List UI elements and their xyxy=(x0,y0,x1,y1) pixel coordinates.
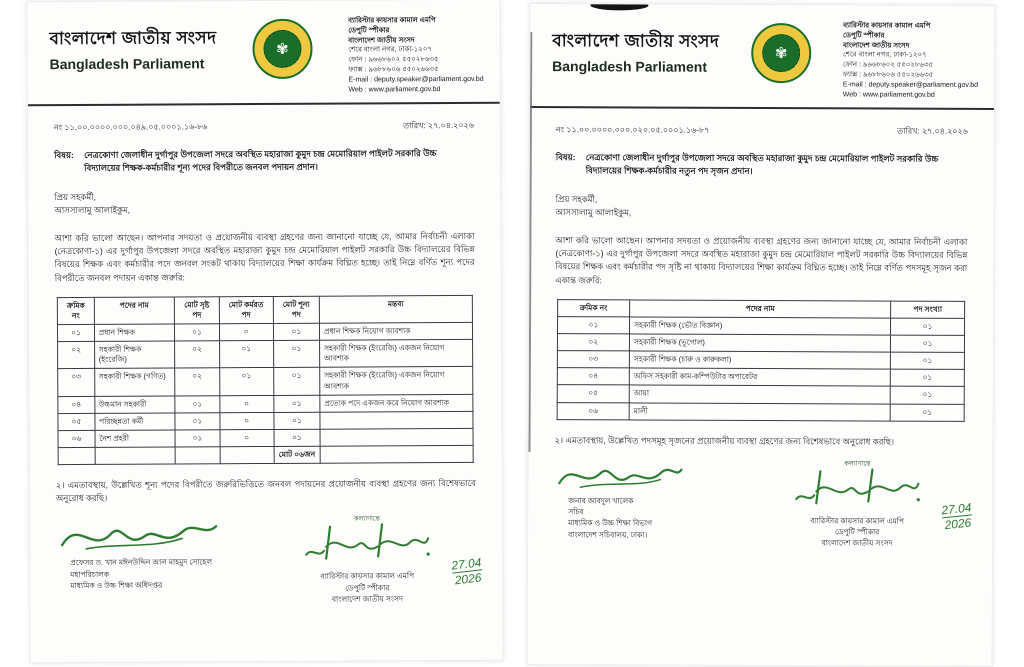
closing-salute: কল্যাণান্তে xyxy=(353,515,381,524)
table-cell: ০১ xyxy=(274,429,320,446)
contact-email: E-mail : deputy.speaker@parliament.gov.bd xyxy=(348,75,484,84)
table-cell: ০৪ xyxy=(557,368,629,385)
memo-number: নং ১১.০০.০০০০.০০০.০২০.০৫.০০০১.১৬-৮৭ xyxy=(555,125,710,136)
vacant-posts-table xyxy=(57,295,473,466)
contact-line: শেরে বাংলা নগর, ঢাকা-১২০৭ xyxy=(348,46,432,54)
contact-web: Web : www.parliament.gov.bd xyxy=(348,85,441,94)
signer-name: প্রফেসর ড. খান মঈনউদ্দিন আল মাহমুদ সোহেল xyxy=(70,557,213,568)
contact-email: E-mail : deputy.speaker@parliament.gov.bd xyxy=(842,81,979,89)
table-row xyxy=(58,445,472,464)
table-cell: ০১ xyxy=(890,386,964,403)
table-header-cell: মোট শূন্য পদ xyxy=(273,296,319,323)
closing-paragraph: ২। এমতাবস্থায়, উল্লেখিত শূন্য পদের বিপরীতে জরুরিভিত্তিতে জনবল পদায়নের প্রয়োজনীয় ব্যবস্থা গ্রহণের জন্য বিশেষভাবে অনুরোধ করছি। xyxy=(55,478,476,504)
table-header-row xyxy=(58,295,472,324)
org-title-block xyxy=(49,17,216,72)
table-cell xyxy=(175,447,220,464)
greeting-line: আসসালামু আলাইকুম, xyxy=(555,207,632,218)
table-cell: ০১ xyxy=(891,318,965,335)
table-cell: ০৬ xyxy=(557,402,629,419)
table-header-cell: ক্রমিক নং xyxy=(58,297,94,324)
table-cell xyxy=(95,447,176,465)
table-cell: ০১ xyxy=(273,340,319,367)
subject-label: বিষয়: xyxy=(54,150,74,161)
table-cell: মোট ০৬জন xyxy=(274,446,320,463)
handwritten-year: 2026 xyxy=(453,570,483,588)
table-header-cell: মোট সৃষ্ট পদ xyxy=(175,296,220,323)
table-cell: ০১ xyxy=(175,395,220,412)
contact-block xyxy=(843,21,979,100)
greeting-line: আসসালামু আলাইকুম, xyxy=(54,205,131,216)
table-cell: ০ xyxy=(220,429,274,446)
header-divider xyxy=(28,102,500,106)
signer-title: ডেপুটি স্পীকার xyxy=(834,527,880,537)
table-cell xyxy=(320,411,473,429)
table-cell: প্রধান শিক্ষক নিয়োগ আবশ্যক xyxy=(319,322,472,340)
signer-org: বাংলাদেশ জাতীয় সংসদ xyxy=(331,594,403,604)
letterhead xyxy=(530,4,994,106)
signer-title: ডেপুটি স্পীকার xyxy=(345,583,390,593)
table-cell: ০১ xyxy=(890,352,964,369)
table-cell: ০৫ xyxy=(58,413,94,430)
table-header-cell: পদ সংখ্যা xyxy=(891,301,965,318)
signer-left-details xyxy=(70,557,221,592)
table-cell: প্রধান শিক্ষক xyxy=(94,324,175,342)
handwritten-year: 2026 xyxy=(943,515,972,533)
table-cell: ০৩ xyxy=(58,369,94,396)
table-cell: অফিস সহকারী কাম-কম্পিউটার অপারেটর xyxy=(629,368,890,386)
deputy-speaker-signature-icon xyxy=(302,521,432,570)
table-cell: সহকারী শিক্ষক (ভূগোল) xyxy=(629,334,890,352)
table-cell: সহকারী শিক্ষক (ভৌত বিজ্ঞান) xyxy=(630,317,891,335)
signer-name: ব্যারিস্টার কায়সার কামাল এমপি xyxy=(810,516,905,526)
closing-salute: কল্যাণান্তে xyxy=(844,460,871,468)
table-header-cell: পদের নাম xyxy=(94,297,175,325)
table-cell: সহকারী শিক্ষক (চারু ও কারুকলা) xyxy=(629,351,890,369)
parliament-seal-icon xyxy=(751,23,811,83)
signature-scribble-icon xyxy=(554,457,684,494)
table-row xyxy=(58,428,472,447)
table-row xyxy=(557,368,964,387)
signer-left-block xyxy=(554,457,684,541)
table-row xyxy=(557,385,964,404)
table-cell: ০১ xyxy=(891,335,965,352)
table-cell: নৈশ প্রহরী xyxy=(95,430,176,448)
contact-line: বাংলাদেশ জাতীয় সংসদ xyxy=(348,36,415,45)
table-cell xyxy=(320,428,473,446)
table-cell xyxy=(58,447,94,464)
signer-title: সচিব xyxy=(568,507,584,517)
handwritten-date xyxy=(451,556,484,587)
table-row xyxy=(58,340,472,369)
signer-name: ব্যারিস্টার কায়সার কামাল এমপি xyxy=(320,571,415,582)
shapla-flower-icon: ✾ xyxy=(762,34,800,72)
memo-date: তারিখ: ২৭.০৪.২০২৬ xyxy=(897,126,968,137)
table-cell: ০১ xyxy=(219,368,273,396)
table-row xyxy=(557,316,964,335)
contact-line: ডেপুটি স্পীকার xyxy=(348,27,390,35)
header-divider xyxy=(530,106,994,110)
signer-address: বাংলাদেশ সচিবালয়, ঢাকা। xyxy=(568,529,648,540)
signature-scribble-icon xyxy=(56,515,221,556)
org-name-en: Bangladesh Parliament xyxy=(49,55,205,73)
memo-date: তারিখ: ২৭.০৪.২০২৬ xyxy=(403,121,474,131)
signature-area xyxy=(56,513,483,606)
signer-left-details xyxy=(568,495,684,541)
contact-line: ডেপুটি স্পীকার xyxy=(843,32,885,40)
contact-line: ফোন : ৯৬৬৮৬০২ ৫৫০২৮৬৩৫ xyxy=(842,61,934,69)
table-cell: পরিচ্ছন্নতা কর্মী xyxy=(95,413,176,431)
signer-name: জনাব আবদুল খালেক xyxy=(568,495,634,506)
signer-org: মাধ্যমিক ও উচ্চ শিক্ষা অধিদপ্তর xyxy=(70,580,163,590)
deputy-speaker-signature-icon xyxy=(792,465,922,514)
signature-area xyxy=(554,457,973,550)
org-name-en: Bangladesh Parliament xyxy=(552,58,708,75)
table-cell: ০৪ xyxy=(58,396,94,413)
contact-line: ফোন : ৯৬৬৮৬০২ ৫৫০২৮৬৩৫ xyxy=(348,56,439,64)
table-cell: সহকারী শিক্ষক (ইংরেজি) xyxy=(94,341,175,369)
table-cell xyxy=(220,446,274,463)
subject-line xyxy=(556,151,968,178)
closing-paragraph: ২। এমতাবস্থায়, উল্লেখিত পদসমূহ সৃজনের প্রয়োজনীয় ব্যবস্থা গ্রহণের জন্য বিশেষভাবে অনুরোধ করছি। xyxy=(554,434,895,447)
table-cell: ০ xyxy=(219,323,273,340)
table-cell: ০২ xyxy=(175,368,220,395)
ref-date-row xyxy=(54,120,474,135)
subject-label: বিষয়: xyxy=(555,152,576,163)
document-page-right xyxy=(527,3,996,667)
table-row xyxy=(557,334,964,353)
table-row xyxy=(58,322,472,341)
table-cell: ০১ xyxy=(273,368,319,395)
parliament-seal-icon xyxy=(252,19,312,79)
table-cell: সহকারী শিক্ষক (ইংরেজি) একজন নিয়োগ আবশ্যক xyxy=(320,340,473,368)
signer-left-block xyxy=(56,515,221,592)
table-header-row xyxy=(557,299,964,318)
shapla-flower-icon: ✾ xyxy=(263,30,301,68)
contact-line: ফ্যাক্স : ৯৬৮৮৬০৬ ৫৫০২৬৬৩৫ xyxy=(842,71,934,79)
signer-right-block xyxy=(302,513,483,605)
org-name-bn: বাংলাদেশ জাতীয় সংসদ xyxy=(552,31,720,51)
table-cell: ০২ xyxy=(175,341,220,368)
table-header-cell: মোট কর্মরত পদ xyxy=(219,296,273,324)
document-page-left xyxy=(26,0,503,663)
scan-edge-artifact xyxy=(528,32,532,452)
table-cell: ০৫ xyxy=(557,385,629,402)
table-row xyxy=(557,351,964,370)
table-cell: ০১ xyxy=(175,324,220,341)
salutation-line: প্রিয় সহকর্মী, xyxy=(555,193,598,205)
signer-org: বাংলাদেশ জাতীয় সংসদ xyxy=(821,538,893,548)
table-cell: ০২ xyxy=(557,334,629,351)
org-title-block xyxy=(552,20,719,75)
subject-line xyxy=(54,147,474,175)
table-cell: সহকারী শিক্ষক (গণিত) xyxy=(94,368,175,396)
signer-right-block xyxy=(792,458,973,550)
handwritten-day-month: 27.04 xyxy=(450,555,483,573)
contact-line: শেরে বাংলা নগর, ঢাকা-১২০৭ xyxy=(842,51,927,60)
table-cell: সহকারী শিক্ষক (ইংরেজি) একজন নিয়োগ আবশ্যক xyxy=(320,367,473,395)
contact-line: ব্যারিস্টার কায়সার কামাল এমপি xyxy=(843,22,931,30)
table-cell: ০ xyxy=(219,395,273,412)
contact-web: Web : www.parliament.gov.bd xyxy=(842,90,935,99)
table-cell: প্রত্যেক পদে একজন করে নিয়োগ আবশ্যক xyxy=(320,394,473,412)
table-cell: ০১ xyxy=(175,430,220,447)
salutation xyxy=(555,193,967,222)
table-row xyxy=(58,394,472,413)
table-row xyxy=(58,411,472,430)
table-row xyxy=(58,367,472,396)
memo-number: নং ১১.০০.০০০০.০০০.০৪৯.০৫.০০০১.১৬-৮৬ xyxy=(53,122,208,133)
table-cell xyxy=(320,445,473,463)
contact-line: ব্যারিস্টার কায়সার কামাল এমপি xyxy=(348,17,436,25)
contact-line: ফ্যাক্স : ৯৬৮৮৬০৬ ৫৫০২৬৬৩৫ xyxy=(348,66,439,74)
table-cell: উচ্চমান সহকারী xyxy=(94,396,175,414)
table-cell: ০ xyxy=(220,412,274,429)
salutation xyxy=(54,189,474,218)
table-row xyxy=(557,402,964,421)
table-cell: ০১ xyxy=(274,395,320,412)
contact-line: বাংলাদেশ জাতীয় সংসদ xyxy=(842,41,910,50)
table-cell: ০১ xyxy=(219,341,273,369)
handwritten-date xyxy=(941,502,974,533)
contact-block xyxy=(348,16,484,95)
body-paragraph: আশা করি ভালো আছেন। আপনার সদয়তা ও প্রয়োজনীয় ব্যবস্থা গ্রহণের জন্য জানানো যাচ্ছে যে, আমার নির্বাচনী এলাকা (নেত্রকোণা-১) এর দুর্গাপুর উপজেলা সদরে অবস্থিত মহারাজা কুমুদ চন্দ্র মেমোরিয়াল পাইলট সরকারি উচ্চ বিদ্যালয়ের বিভিন্ন বিষয়ের শিক্ষক এবং কর্মচারীর পদে জনবল সংকট থাকায় বিদ্যালয়ের শিক্ষা কার্যক্রম বিঘ্নিত হচ্ছে। তাই নিম্নে বর্ণিত শূন্য পদের বিপরীতে জনবল পদায়ন একান্ত জরুরি: xyxy=(54,230,475,283)
salutation-line: প্রিয় সহকর্মী, xyxy=(54,191,97,202)
signer-right-details xyxy=(792,515,922,549)
new-posts-table xyxy=(556,299,965,422)
table-cell: ০১ xyxy=(175,412,220,429)
table-cell: ০১ xyxy=(890,404,964,421)
table-cell: ০১ xyxy=(890,369,964,386)
table-cell: ০৬ xyxy=(58,430,94,447)
table-cell: আয়া xyxy=(629,385,890,403)
ref-date-row xyxy=(556,124,968,139)
table-cell: মালী xyxy=(629,402,890,420)
signer-title: মহাপরিচালক xyxy=(70,569,109,579)
table-header-cell: ক্রমিক নং xyxy=(557,299,629,316)
table-header-cell: মন্তব্য xyxy=(319,295,472,323)
table-cell: ০২ xyxy=(58,342,94,369)
letterhead xyxy=(27,0,500,103)
body-paragraph: আশা করি ভালো আছেন। আপনার সদয়তা ও প্রয়োজনীয় ব্যবস্থা গ্রহণের জন্য জানানো যাচ্ছে যে, আমার নির্বাচনী এলাকা (নেত্রকোণা-১) এর দুর্গাপুর উপজেলা সদরে অবস্থিত মহারাজা কুমুদ চন্দ্র মেমোরিয়াল পাইলট সরকারি উচ্চ বিদ্যালয়ের বিভিন্ন বিষয়ের শিক্ষক এবং কর্মচারীর পদ সৃষ্টি না থাকায় বিদ্যালয়ের শিক্ষা কার্যক্রম বিঘ্নিত হচ্ছে। তাই নিম্নে বর্ণিত পদসমূহ সৃজন করা একান্ত জরুরি: xyxy=(555,235,968,285)
table-header-cell: পদের নাম xyxy=(630,300,891,318)
org-name-bn: বাংলাদেশ জাতীয় সংসদ xyxy=(49,28,217,49)
table-cell: ০১ xyxy=(274,412,320,429)
subject-text: নেত্রকোণা জেলাধীন দুর্গাপুর উপজেলা সদরে অবস্থিত মহারাজা কুমুদ চন্দ্র মেমোরিয়াল পাইলট সরকারি উচ্চ বিদ্যালয়ের শিক্ষক-কর্মচারীর নতুন পদ সৃজন প্রদান। xyxy=(585,152,939,177)
subject-text: নেত্রকোণা জেলাধীন দুর্গাপুর উপজেলা সদরে অবস্থিত মহারাজা কুমুদ চন্দ্র মেমোরিয়াল পাইলট সরকারি উচ্চ বিদ্যালয়ের শিক্ষক-কর্মচারীর শূন্য পদের বিপরীতে জনবল পদায়ন প্রদান। xyxy=(84,148,437,174)
table-cell: ০৩ xyxy=(557,351,629,368)
table-cell: ০১ xyxy=(557,316,629,333)
handwritten-day-month: 27.04 xyxy=(940,500,973,518)
table-cell: ০১ xyxy=(273,323,319,340)
table-cell: ০১ xyxy=(58,324,94,341)
signer-org: মাধ্যমিক ও উচ্চ শিক্ষা বিভাগ xyxy=(568,518,653,528)
